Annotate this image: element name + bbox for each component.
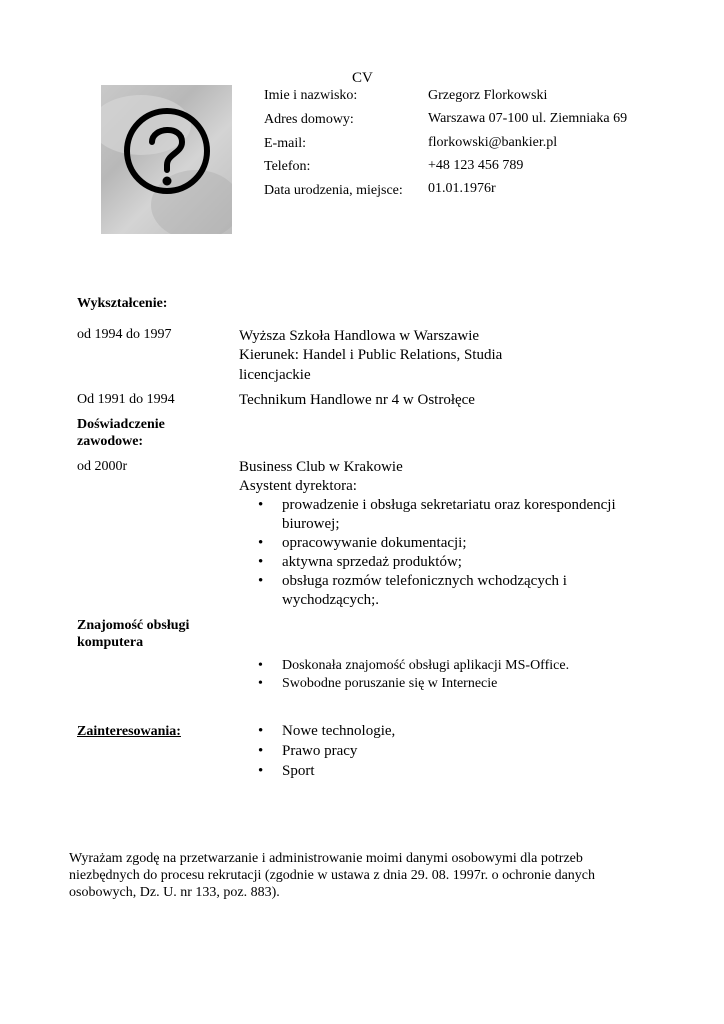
list-item: • Sport: [258, 763, 315, 779]
education-period-2: Od 1991 do 1994: [77, 392, 175, 407]
list-item: • obsługa rozmów telefonicznych wchodzących i wychodzących;.: [258, 573, 567, 608]
experience-company: Business Club w Krakowie: [239, 459, 403, 475]
education-line-1: Wyższa Szkoła Handlowa w Warszawie: [239, 328, 480, 344]
label-address: Adres domowy:: [264, 112, 354, 127]
value-name: Grzegorz Florkowski: [428, 88, 548, 103]
bullet-icon: •: [258, 658, 263, 673]
education-line-2: Kierunek: Handel i Public Relations, Studia: [239, 347, 503, 363]
bullet-icon: •: [258, 676, 263, 691]
computer-heading-1: Znajomość obsługi: [77, 618, 190, 633]
bullet-icon: •: [258, 723, 264, 739]
question-mark-icon: [101, 85, 232, 234]
computer-list: [258, 657, 658, 693]
list-item: • Prawo pracy: [258, 743, 358, 759]
bullet-icon: •: [258, 497, 264, 513]
consent-clause: Wyrażam zgodę na przetwarzanie i administrowanie moimi danymi osobowymi dla potrzeb niezbędnych do procesu rekrutacji (zgodnie w ustawa z dnia 29. 08. 1997r. o ochronie danych osobowych, Dz. U. nr 133, poz. 883).: [69, 851, 595, 900]
duties-list: [258, 496, 643, 610]
experience-heading-2: zawodowe:: [77, 434, 144, 449]
experience-position: Asystent dyrektora:: [239, 478, 357, 494]
experience-heading-1: Doświadczenie: [77, 417, 165, 432]
list-item: • Doskonała znajomość obsługi aplikacji MS-Office.: [258, 658, 570, 673]
interests-list: [258, 721, 558, 781]
education-period-1: od 1994 do 1997: [77, 327, 172, 342]
bullet-icon: •: [258, 535, 264, 551]
label-email: E-mail:: [264, 136, 306, 151]
list-item: • Swobodne poruszanie się w Internecie: [258, 676, 498, 691]
education-heading: Wykształcenie:: [77, 296, 168, 311]
computer-heading-2: komputera: [77, 635, 144, 650]
value-email: florkowski@bankier.pl: [428, 135, 558, 150]
list-item: • Nowe technologie,: [258, 723, 396, 739]
bullet-icon: •: [258, 554, 264, 570]
list-item: • aktywna sprzedaż produktów;: [258, 554, 462, 570]
list-item: • opracowywanie dokumentacji;: [258, 535, 467, 551]
value-phone: +48 123 456 789: [428, 158, 524, 173]
label-name: Imie i nazwisko:: [264, 88, 358, 103]
interests-heading: Zainteresowania:: [77, 724, 181, 739]
experience-period: od 2000r: [77, 459, 128, 474]
page-title: CV: [352, 70, 373, 86]
photo-placeholder: [101, 85, 232, 234]
bullet-icon: •: [258, 763, 264, 779]
label-phone: Telefon:: [264, 159, 311, 174]
value-address: Warszawa 07-100 ul. Ziemniaka 69: [428, 111, 628, 126]
education-line-3: licencjackie: [239, 367, 311, 383]
bullet-icon: •: [258, 743, 264, 759]
education-line-4: Technikum Handlowe nr 4 w Ostrołęce: [239, 392, 475, 408]
bullet-icon: •: [258, 573, 264, 589]
label-birth: Data urodzenia, miejsce:: [264, 183, 403, 198]
value-birth: 01.01.1976r: [428, 181, 496, 196]
list-item: • prowadzenie i obsługa sekretariatu oraz korespondencji biurowej;: [258, 497, 616, 532]
